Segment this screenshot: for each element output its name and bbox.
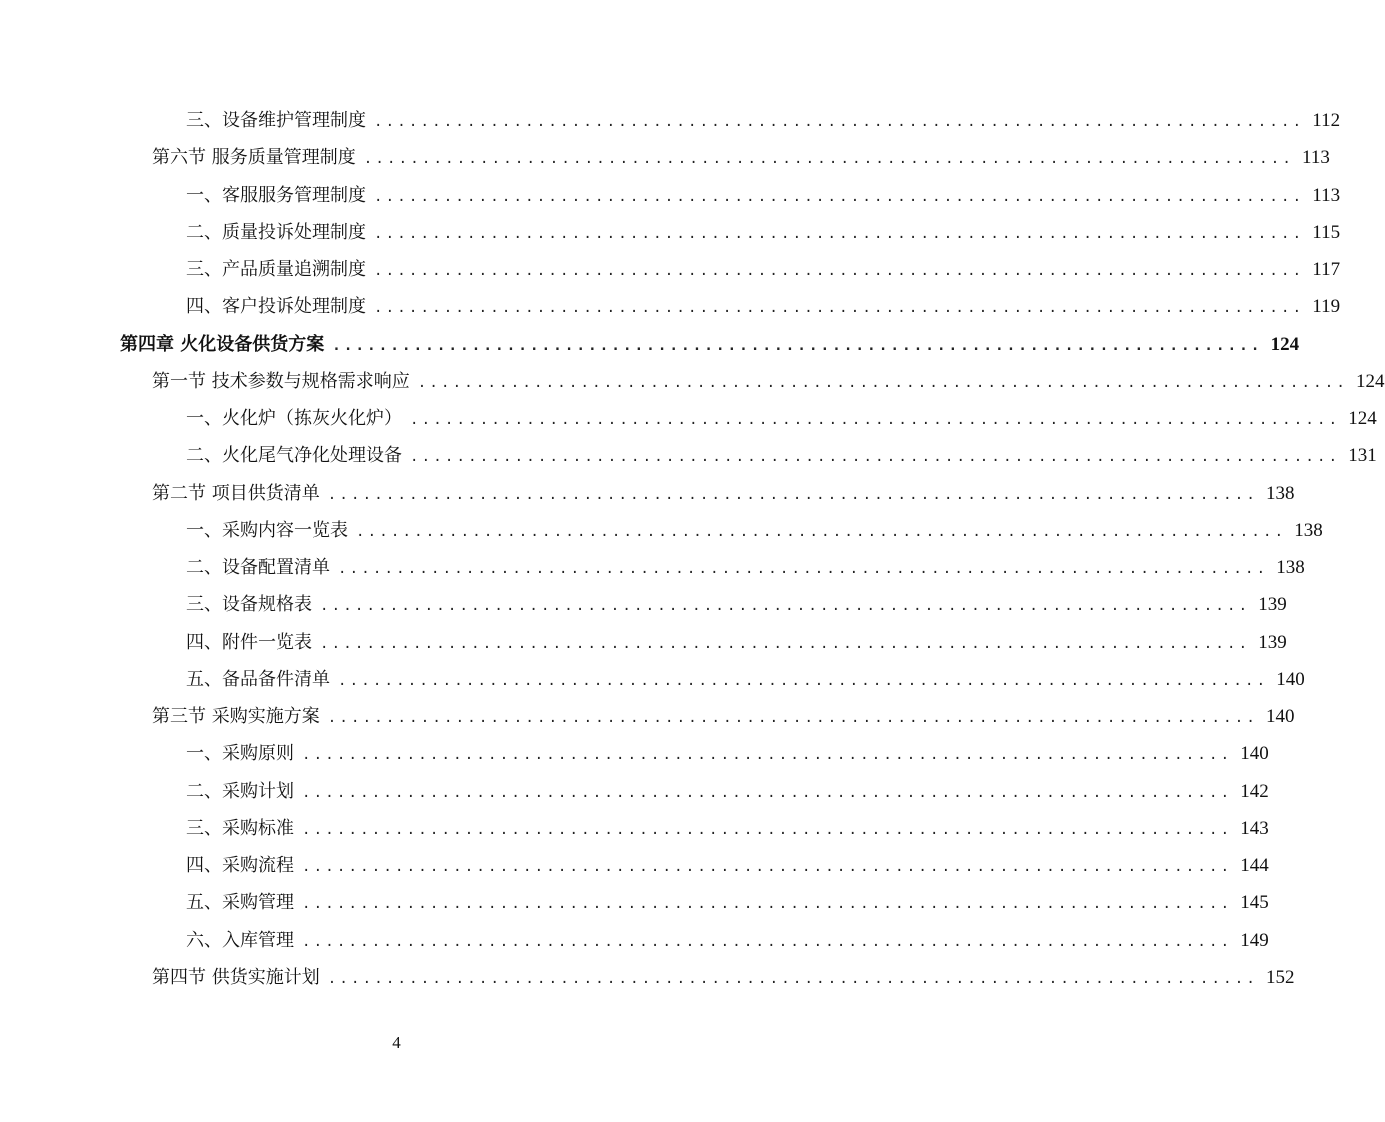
toc-entry-label: 第四节 供货实施计划 [152, 966, 320, 988]
toc-entry-label: 二、质量投诉处理制度 [186, 221, 366, 243]
toc-entry-page: 140 [1276, 668, 1305, 690]
toc-entry-page: 149 [1240, 929, 1269, 951]
page-number: 4 [392, 1033, 401, 1052]
toc-dot-leader: ................................................................................ [302, 747, 1233, 764]
toc-entry-label: 四、附件一览表 [186, 631, 312, 653]
toc-dot-leader: ................................................................................ [320, 635, 1251, 652]
toc-entry-label: 三、设备维护管理制度 [186, 110, 366, 131]
toc-entry[interactable] [186, 739, 1269, 769]
toc-entry[interactable] [186, 926, 1269, 956]
toc-entry-label: 一、客服服务管理制度 [186, 184, 366, 206]
toc-entry-label: 六、入库管理 [186, 929, 294, 951]
toc-dot-leader: ................................................................................ [327, 710, 1259, 726]
toc-dot-leader: ................................................................................ [302, 784, 1233, 801]
toc-entry[interactable] [120, 330, 1300, 360]
toc-dot-leader: ................................................................................ [302, 933, 1233, 950]
toc-dot-leader: ................................................................................ [302, 821, 1233, 838]
toc-entry-page: 143 [1240, 817, 1269, 839]
toc-entry[interactable] [186, 814, 1269, 844]
toc-dot-leader: ................................................................................ [374, 114, 1305, 130]
toc-entry-label: 第二节 项目供货清单 [152, 482, 320, 504]
toc-entry[interactable] [186, 665, 1305, 695]
toc-entry[interactable] [186, 404, 1377, 434]
toc-entry-page: 131 [1348, 445, 1377, 467]
toc-entry[interactable] [152, 963, 1295, 993]
toc-entry-label: 三、设备规格表 [186, 594, 312, 616]
toc-entry-label: 一、采购原则 [186, 743, 294, 765]
toc-entry-page: 139 [1258, 594, 1287, 616]
toc-entry-label: 第一节 技术参数与规格需求响应 [152, 370, 410, 392]
toc-entry-page: 117 [1312, 259, 1341, 280]
toc-dot-leader: ................................................................................ [356, 523, 1287, 540]
toc-entry-label: 二、火化尾气净化处理设备 [186, 445, 402, 467]
toc-dot-leader: ................................................................................ [374, 225, 1305, 242]
toc-entry-label: 四、客户投诉处理制度 [186, 296, 366, 318]
toc-entry-page: 119 [1312, 296, 1341, 318]
toc-entry[interactable] [186, 441, 1377, 471]
toc-dot-leader: ................................................................................ [338, 672, 1269, 689]
toc-entry-label: 一、火化炉（拣灰火化炉） [186, 408, 402, 429]
toc-entry-page: 144 [1240, 855, 1269, 876]
toc-dot-leader: ................................................................................ [374, 300, 1305, 317]
toc-entry-label: 第三节 采购实施方案 [152, 706, 320, 727]
toc-entry[interactable] [186, 181, 1341, 211]
toc-entry[interactable] [186, 292, 1341, 322]
toc-entry[interactable] [186, 590, 1287, 620]
toc-entry-page: 145 [1240, 892, 1269, 914]
toc-entry-label: 第四章 火化设备供货方案 [120, 333, 325, 355]
toc-entry[interactable] [152, 143, 1330, 173]
toc-dot-leader: ................................................................................ [363, 151, 1295, 168]
toc-entry-page: 138 [1266, 482, 1295, 504]
toc-entry[interactable] [186, 888, 1269, 918]
toc-entry-page: 112 [1312, 110, 1341, 131]
toc-entry-label: 第六节 服务质量管理制度 [152, 147, 356, 169]
toc-entry-page: 124 [1356, 370, 1385, 392]
toc-entry[interactable] [186, 553, 1305, 583]
toc-entry[interactable] [186, 218, 1341, 248]
toc-entry-page: 124 [1270, 333, 1300, 355]
toc-dot-leader: ................................................................................ [338, 561, 1269, 577]
toc-entry-label: 三、产品质量追溯制度 [186, 259, 366, 280]
toc-entry[interactable] [186, 255, 1341, 285]
toc-entry-label: 五、采购管理 [186, 892, 294, 914]
toc-entry-page: 140 [1240, 743, 1269, 765]
toc-entry-page: 138 [1276, 557, 1305, 578]
toc-entry-page: 152 [1266, 966, 1295, 988]
toc-entry-page: 140 [1266, 706, 1295, 727]
toc-dot-leader: ................................................................................ [332, 337, 1263, 354]
toc-dot-leader: ................................................................................ [410, 412, 1341, 428]
toc-dot-leader: ................................................................................ [374, 188, 1305, 205]
toc-dot-leader: ................................................................................ [327, 486, 1259, 503]
toc-entry-page: 115 [1312, 221, 1341, 243]
toc-entry-label: 四、采购流程 [186, 855, 294, 876]
toc-entry-page: 124 [1348, 408, 1377, 429]
toc-dot-leader: ................................................................................ [417, 374, 1349, 391]
toc-entry-page: 139 [1258, 631, 1287, 653]
toc-dot-leader: ................................................................................ [302, 859, 1233, 875]
toc-entry-page: 113 [1302, 147, 1330, 169]
toc-dot-leader: ................................................................................ [302, 896, 1233, 913]
toc-entry-page: 113 [1312, 184, 1341, 206]
toc-entry-label: 二、采购计划 [186, 780, 294, 802]
toc-dot-leader: ................................................................................ [327, 970, 1259, 987]
toc-entry[interactable] [186, 106, 1341, 136]
toc-entry[interactable] [186, 516, 1323, 546]
toc-entry[interactable] [186, 851, 1269, 881]
toc-entry[interactable] [186, 777, 1269, 807]
toc-entry-label: 三、采购标准 [186, 817, 294, 839]
toc-entry[interactable] [186, 628, 1287, 658]
toc-entry[interactable] [152, 702, 1295, 732]
toc-entry-label: 二、设备配置清单 [186, 557, 330, 578]
toc-dot-leader: ................................................................................ [374, 263, 1305, 279]
toc-entry-label: 一、采购内容一览表 [186, 519, 348, 541]
toc-entry[interactable] [152, 367, 1385, 397]
toc-dot-leader: ................................................................................ [410, 449, 1341, 466]
toc-entry[interactable] [152, 479, 1295, 509]
toc-entry-label: 五、备品备件清单 [186, 668, 330, 690]
toc-entry-page: 138 [1294, 519, 1323, 541]
toc-entry-page: 142 [1240, 780, 1269, 802]
toc-dot-leader: ................................................................................ [320, 598, 1251, 615]
